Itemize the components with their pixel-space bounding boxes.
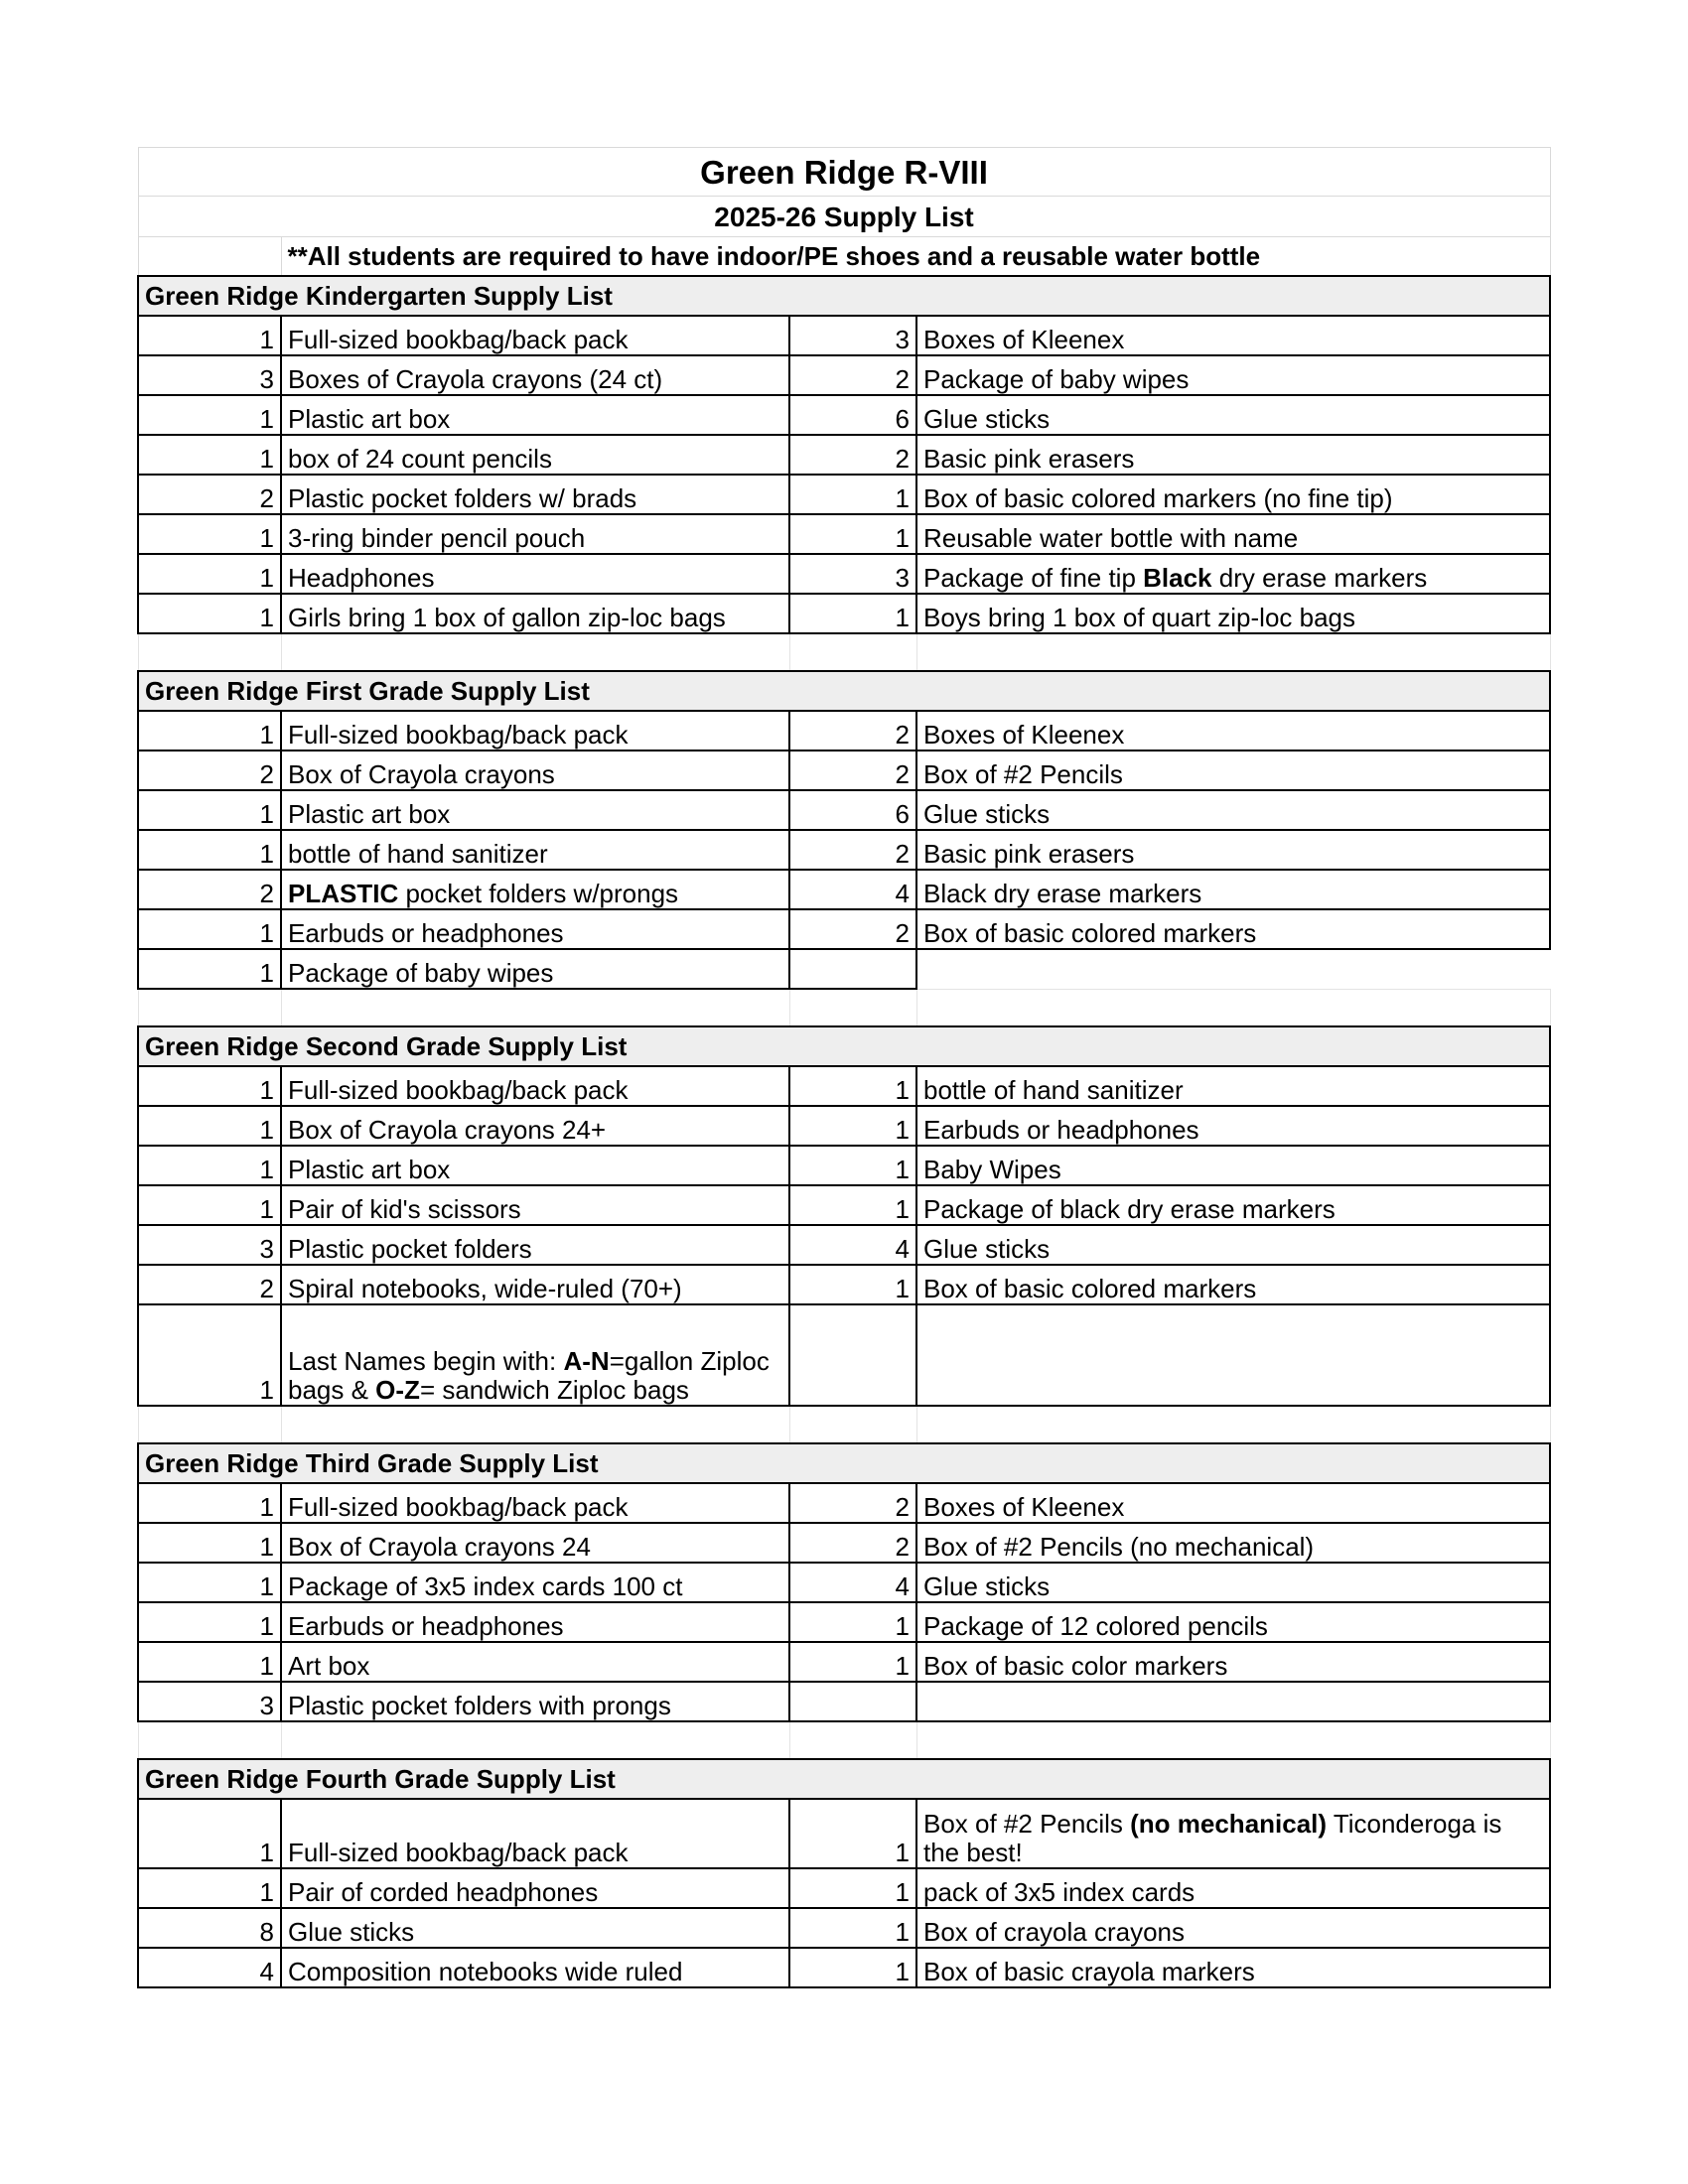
right-item-text: Package of fine tip <box>923 563 1144 593</box>
table-row <box>138 1185 1550 1225</box>
right-qty: 1 <box>789 1066 916 1106</box>
table-row <box>138 1066 1550 1106</box>
left-item: Composition notebooks wide ruled <box>281 1948 789 1987</box>
left-qty: 4 <box>138 1948 281 1987</box>
table-row <box>138 1799 1550 1868</box>
left-item: Full-sized bookbag/back pack <box>281 1799 789 1868</box>
table-row <box>138 554 1550 594</box>
left-item: Plastic art box <box>281 1146 789 1185</box>
left-item: Earbuds or headphones <box>281 909 789 949</box>
left-item: Full-sized bookbag/back pack <box>281 1483 789 1523</box>
supply-table <box>137 147 1551 1988</box>
left-item <box>281 870 789 909</box>
section-header-second-grade: Green Ridge Second Grade Supply List <box>138 1026 1550 1066</box>
section-header-kindergarten: Green Ridge Kindergarten Supply List <box>138 276 1550 316</box>
left-item: bottle of hand sanitizer <box>281 830 789 870</box>
right-qty: 6 <box>789 395 916 435</box>
table-row <box>138 870 1550 909</box>
left-qty: 1 <box>138 1146 281 1185</box>
right-qty: 1 <box>789 1868 916 1908</box>
table-row <box>138 949 1550 989</box>
supply-list-sheet <box>137 147 1549 1988</box>
table-row <box>138 909 1550 949</box>
left-qty: 1 <box>138 435 281 475</box>
table-row <box>138 475 1550 514</box>
table-row <box>138 316 1550 355</box>
left-qty: 1 <box>138 316 281 355</box>
right-qty <box>789 1682 916 1721</box>
left-qty: 1 <box>138 1483 281 1523</box>
right-item: Basic pink erasers <box>916 830 1550 870</box>
table-row <box>138 395 1550 435</box>
right-qty: 4 <box>789 1563 916 1602</box>
right-item: Box of basic colored markers <box>916 909 1550 949</box>
left-item: Box of Crayola crayons 24+ <box>281 1106 789 1146</box>
right-qty: 2 <box>789 435 916 475</box>
page-subtitle: 2025-26 Supply List <box>138 197 1550 237</box>
table-row <box>138 435 1550 475</box>
right-item-text: Box of #2 Pencils <box>923 1809 1131 1839</box>
left-item: Package of 3x5 index cards 100 ct <box>281 1563 789 1602</box>
page-title: Green Ridge R-VIII <box>138 148 1550 197</box>
left-item: Pair of kid's scissors <box>281 1185 789 1225</box>
right-qty <box>789 949 916 989</box>
right-item: pack of 3x5 index cards <box>916 1868 1550 1908</box>
table-row <box>138 830 1550 870</box>
left-item-text: Last Names begin with: <box>288 1346 564 1376</box>
left-qty: 1 <box>138 1185 281 1225</box>
left-item: Full-sized bookbag/back pack <box>281 316 789 355</box>
left-qty: 1 <box>138 1602 281 1642</box>
table-row <box>138 1868 1550 1908</box>
right-item: Baby Wipes <box>916 1146 1550 1185</box>
left-qty: 1 <box>138 1563 281 1602</box>
left-item: Plastic pocket folders <box>281 1225 789 1265</box>
left-qty: 8 <box>138 1908 281 1948</box>
right-qty: 2 <box>789 830 916 870</box>
right-item: Glue sticks <box>916 790 1550 830</box>
left-qty: 1 <box>138 1066 281 1106</box>
left-item: Plastic art box <box>281 790 789 830</box>
table-row <box>138 1106 1550 1146</box>
left-qty: 3 <box>138 1225 281 1265</box>
table-row <box>138 1523 1550 1563</box>
left-item: Pair of corded headphones <box>281 1868 789 1908</box>
right-item <box>916 1799 1550 1868</box>
left-qty: 1 <box>138 395 281 435</box>
left-item: Plastic pocket folders with prongs <box>281 1682 789 1721</box>
left-qty: 1 <box>138 1868 281 1908</box>
table-row <box>138 1682 1550 1721</box>
right-qty: 2 <box>789 909 916 949</box>
table-row <box>138 1483 1550 1523</box>
requirement-note: **All students are required to have indoor/PE shoes and a reusable water bottle <box>281 237 1550 277</box>
left-qty: 1 <box>138 909 281 949</box>
left-item: 3-ring binder pencil pouch <box>281 514 789 554</box>
note-spacer <box>138 237 281 277</box>
left-qty: 1 <box>138 790 281 830</box>
right-qty: 2 <box>789 355 916 395</box>
right-item-bold: (no mechanical) <box>1130 1809 1328 1839</box>
left-qty: 1 <box>138 711 281 751</box>
left-qty: 1 <box>138 949 281 989</box>
table-row <box>138 594 1550 633</box>
left-item: Girls bring 1 box of gallon zip-loc bags <box>281 594 789 633</box>
left-item: Spiral notebooks, wide-ruled (70+) <box>281 1265 789 1304</box>
right-item: Basic pink erasers <box>916 435 1550 475</box>
right-qty: 1 <box>789 1799 916 1868</box>
left-qty: 3 <box>138 1682 281 1721</box>
table-row <box>138 751 1550 790</box>
table-row <box>138 1304 1550 1406</box>
left-qty: 1 <box>138 1642 281 1682</box>
right-item: Boxes of Kleenex <box>916 1483 1550 1523</box>
left-item: Plastic pocket folders w/ brads <box>281 475 789 514</box>
right-item-text: Ticonderoga is the best! <box>923 1809 1502 1867</box>
left-qty: 1 <box>138 554 281 594</box>
left-item: Boxes of Crayola crayons (24 ct) <box>281 355 789 395</box>
right-qty: 1 <box>789 1185 916 1225</box>
left-qty: 1 <box>138 1523 281 1563</box>
table-row <box>138 1146 1550 1185</box>
table-row <box>138 711 1550 751</box>
right-item: Black dry erase markers <box>916 870 1550 909</box>
right-item <box>916 949 1550 989</box>
left-qty: 1 <box>138 1106 281 1146</box>
right-qty: 2 <box>789 1523 916 1563</box>
left-qty: 1 <box>138 594 281 633</box>
right-qty: 3 <box>789 316 916 355</box>
left-item: Box of Crayola crayons <box>281 751 789 790</box>
right-item: Box of basic color markers <box>916 1642 1550 1682</box>
left-item-bold: PLASTIC <box>288 879 399 908</box>
table-row <box>138 1563 1550 1602</box>
left-item: Package of baby wipes <box>281 949 789 989</box>
table-row <box>138 514 1550 554</box>
section-header-fourth-grade: Green Ridge Fourth Grade Supply List <box>138 1759 1550 1799</box>
right-qty: 1 <box>789 475 916 514</box>
right-item: Box of crayola crayons <box>916 1908 1550 1948</box>
left-qty: 2 <box>138 475 281 514</box>
left-item: Box of Crayola crayons 24 <box>281 1523 789 1563</box>
table-row <box>138 1642 1550 1682</box>
right-item: bottle of hand sanitizer <box>916 1066 1550 1106</box>
section-header-third-grade: Green Ridge Third Grade Supply List <box>138 1443 1550 1483</box>
right-item: Package of baby wipes <box>916 355 1550 395</box>
left-item: Plastic art box <box>281 395 789 435</box>
left-qty: 1 <box>138 1304 281 1406</box>
right-qty: 6 <box>789 790 916 830</box>
right-qty: 1 <box>789 514 916 554</box>
right-item: Glue sticks <box>916 1563 1550 1602</box>
right-item: Reusable water bottle with name <box>916 514 1550 554</box>
right-item <box>916 1682 1550 1721</box>
right-item: Earbuds or headphones <box>916 1106 1550 1146</box>
right-item: Box of #2 Pencils (no mechanical) <box>916 1523 1550 1563</box>
left-item: Full-sized bookbag/back pack <box>281 1066 789 1106</box>
right-item: Box of basic colored markers <box>916 1265 1550 1304</box>
table-row <box>138 1948 1550 1987</box>
right-qty: 1 <box>789 1146 916 1185</box>
left-qty: 2 <box>138 1265 281 1304</box>
left-item: Glue sticks <box>281 1908 789 1948</box>
left-qty: 1 <box>138 1799 281 1868</box>
table-row <box>138 1602 1550 1642</box>
right-item: Box of #2 Pencils <box>916 751 1550 790</box>
left-qty: 1 <box>138 830 281 870</box>
right-qty: 3 <box>789 554 916 594</box>
left-qty: 2 <box>138 751 281 790</box>
right-item: Package of 12 colored pencils <box>916 1602 1550 1642</box>
right-item <box>916 1304 1550 1406</box>
right-item: Boys bring 1 box of quart zip-loc bags <box>916 594 1550 633</box>
table-row <box>138 1908 1550 1948</box>
right-qty: 1 <box>789 1642 916 1682</box>
right-qty: 1 <box>789 1602 916 1642</box>
table-row <box>138 1265 1550 1304</box>
left-qty: 2 <box>138 870 281 909</box>
right-item <box>916 554 1550 594</box>
left-item-bold: A-N <box>563 1346 610 1376</box>
left-item: Art box <box>281 1642 789 1682</box>
right-qty: 1 <box>789 1265 916 1304</box>
left-qty: 1 <box>138 514 281 554</box>
table-row <box>138 355 1550 395</box>
left-item: box of 24 count pencils <box>281 435 789 475</box>
right-qty: 4 <box>789 870 916 909</box>
right-item: Glue sticks <box>916 1225 1550 1265</box>
right-item: Box of basic crayola markers <box>916 1948 1550 1987</box>
left-qty: 3 <box>138 355 281 395</box>
right-qty: 4 <box>789 1225 916 1265</box>
right-qty: 1 <box>789 1106 916 1146</box>
left-item-text: = sandwich Ziploc bags <box>419 1375 689 1405</box>
right-qty: 1 <box>789 1948 916 1987</box>
right-qty <box>789 1304 916 1406</box>
table-row <box>138 1225 1550 1265</box>
right-qty: 2 <box>789 1483 916 1523</box>
section-header-first-grade: Green Ridge First Grade Supply List <box>138 671 1550 711</box>
right-item: Boxes of Kleenex <box>916 316 1550 355</box>
left-item: Full-sized bookbag/back pack <box>281 711 789 751</box>
right-item: Box of basic colored markers (no fine tip) <box>916 475 1550 514</box>
right-qty: 2 <box>789 711 916 751</box>
right-item: Package of black dry erase markers <box>916 1185 1550 1225</box>
right-qty: 2 <box>789 751 916 790</box>
left-item-bold: O-Z <box>375 1375 420 1405</box>
left-item-text: pocket folders w/prongs <box>398 879 679 908</box>
right-item: Boxes of Kleenex <box>916 711 1550 751</box>
table-row <box>138 790 1550 830</box>
right-qty: 1 <box>789 594 916 633</box>
right-item: Glue sticks <box>916 395 1550 435</box>
left-item-text: =gallon Ziploc bags & <box>288 1346 770 1405</box>
left-item: Earbuds or headphones <box>281 1602 789 1642</box>
left-item: Headphones <box>281 554 789 594</box>
right-qty: 1 <box>789 1908 916 1948</box>
right-item-bold: Black <box>1143 563 1212 593</box>
left-item <box>281 1304 789 1406</box>
right-item-text: dry erase markers <box>1211 563 1428 593</box>
